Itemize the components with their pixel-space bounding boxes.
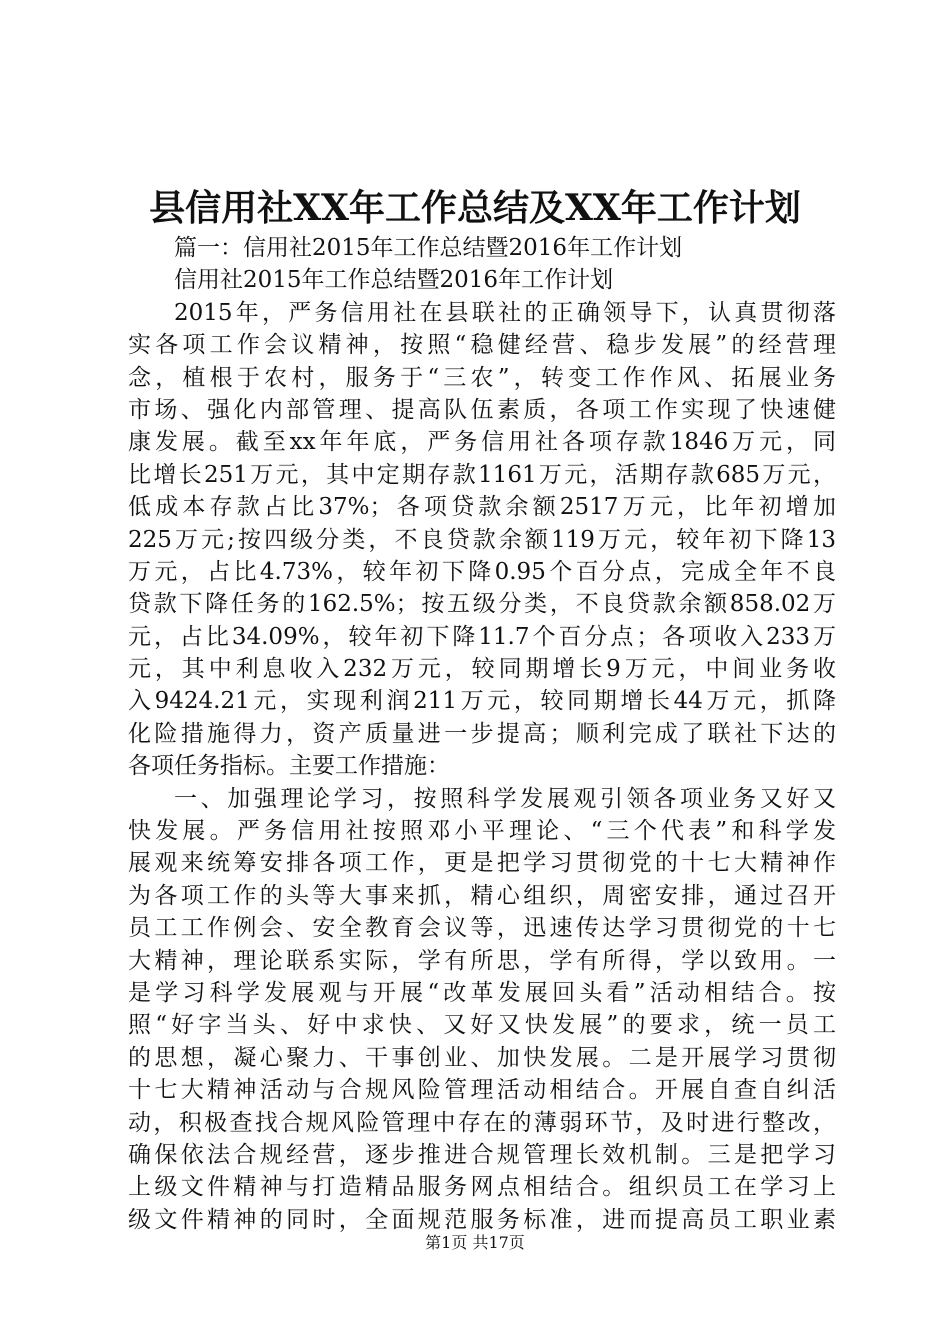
page-number-footer: 第1页 共17页: [425, 1233, 525, 1252]
paragraph-line: 实各项工作会议精神，按照“稳健经营、稳步发展”的经营理: [128, 332, 836, 359]
paragraph-line: 为各项工作的头等大事来抓，精心组织，周密安排，通过召开: [128, 882, 836, 909]
paragraph-line: 比增长251万元，其中定期存款1161万元，活期存款685万元，: [128, 461, 836, 488]
document-body: [128, 232, 836, 1236]
paragraph-line: 的思想，凝心聚力、干事创业、加快发展。二是开展学习贯彻: [128, 1044, 836, 1071]
document-title: 县信用社XX年工作总结及XX年工作计划: [149, 187, 801, 229]
paragraph-line: 展观来统筹安排各项工作，更是把学习贯彻党的十七大精神作: [128, 850, 836, 877]
paragraph-line: 动，积极查找合规风险管理中存在的薄弱环节，及时进行整改，: [128, 1109, 836, 1136]
paragraph-line: 入9424.21元，实现利润211万元，较同期增长44万元，抓降: [128, 688, 836, 715]
paragraph-line: 照“好字当头、好中求快、又好又快发展”的要求，统一员工: [128, 1012, 836, 1039]
paragraph-line: 康发展。截至xx年年底，严务信用社各项存款1846万元，同: [128, 429, 836, 456]
subtitle-line: 信用社2015年工作总结暨2016年工作计划: [174, 267, 614, 294]
paragraph-line: 念，植根于农村，服务于“三农”，转变工作作风、拓展业务: [128, 364, 836, 391]
paragraph-line: 万元，占比4.73%，较年初下降0.95个百分点，完成全年不良: [128, 558, 836, 585]
paragraph-line: 确保依法合规经营，逐步推进合规管理长效机制。三是把学习: [128, 1141, 836, 1168]
paragraph-line: 元，占比34.09%，较年初下降11.7个百分点；各项收入233万: [128, 623, 836, 650]
paragraph-line: 十七大精神活动与合规风险管理活动相结合。开展自查自纠活: [128, 1077, 836, 1104]
paragraph-line: 贷款下降任务的162.5%；按五级分类，不良贷款余额858.02万: [128, 591, 836, 618]
paragraph-line: 员工工作例会、安全教育会议等，迅速传达学习贯彻党的十七: [128, 915, 836, 942]
paragraph-line: 一、加强理论学习，按照科学发展观引领各项业务又好又: [174, 785, 836, 812]
paragraph-line: 市场、强化内部管理、提高队伍素质，各项工作实现了快速健: [128, 396, 836, 423]
paragraph-line: 上级文件精神与打造精品服务网点相结合。组织员工在学习上: [128, 1174, 836, 1201]
subtitle-line: 篇一：信用社2015年工作总结暨2016年工作计划: [174, 235, 683, 261]
paragraph-line: 元，其中利息收入232万元，较同期增长9万元，中间业务收: [128, 656, 836, 683]
paragraph-line: 化险措施得力，资产质量进一步提高；顺利完成了联社下达的: [128, 720, 836, 747]
paragraph-line: 级文件精神的同时，全面规范服务标准，进而提高员工职业素: [128, 1206, 836, 1233]
paragraph-line: 大精神，理论联系实际，学有所思，学有所得，学以致用。一: [128, 947, 836, 974]
paragraph-line: 是学习科学发展观与开展“改革发展回头看”活动相结合。按: [128, 979, 836, 1006]
paragraph-line: 各项任务指标。主要工作措施：: [128, 753, 450, 780]
paragraph-line: 快发展。严务信用社按照邓小平理论、“三个代表”和科学发: [128, 818, 836, 845]
paragraph-line: 2015年，严务信用社在县联社的正确领导下，认真贯彻落: [174, 299, 836, 326]
paragraph-line: 225万元;按四级分类，不良贷款余额119万元，较年初下降13: [128, 526, 836, 553]
paragraph-line: 低成本存款占比37%；各项贷款余额2517万元，比年初增加: [128, 494, 836, 521]
